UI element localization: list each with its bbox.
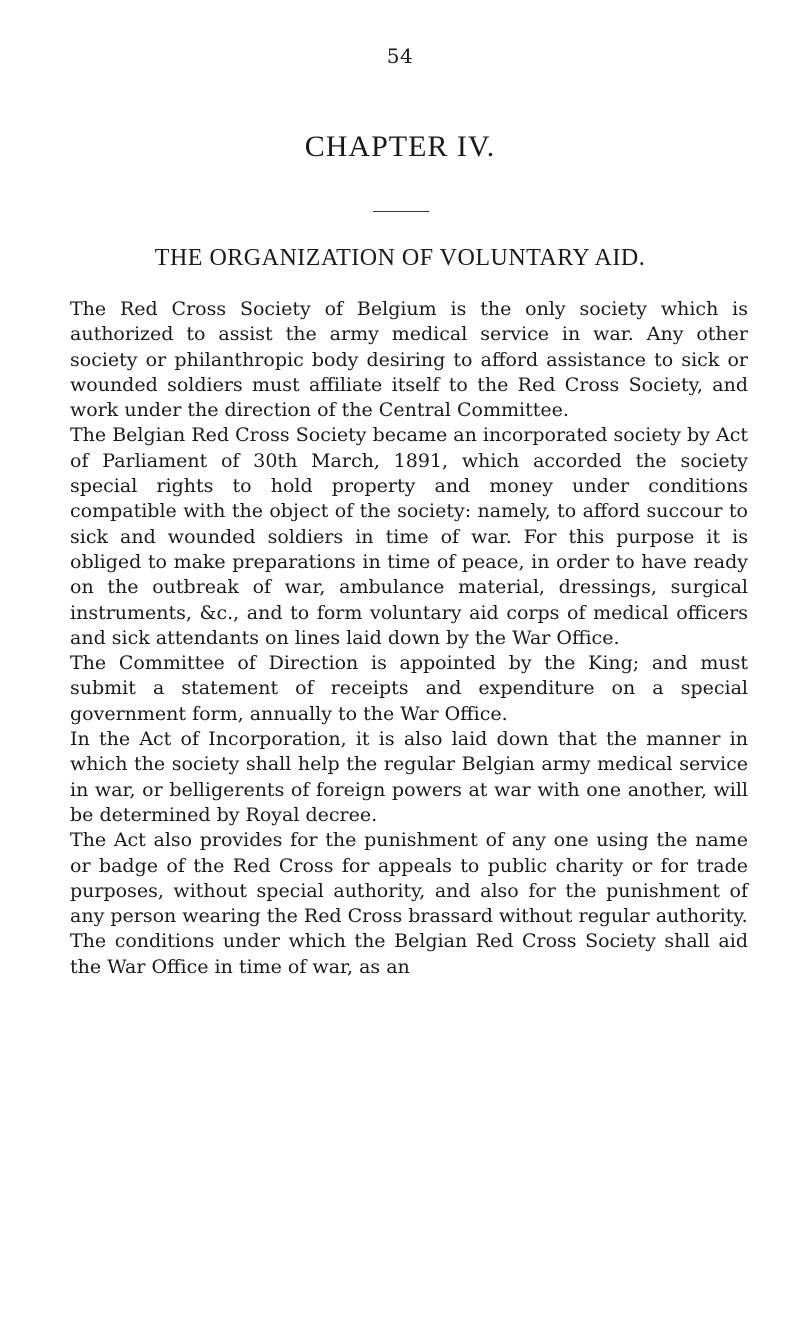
paragraph: The conditions under which the Belgian Red Cross Society shall aid the War Office in time of war, as an [70,930,748,978]
chapter-heading: CHAPTER IV. [304,130,496,163]
paragraph: The Committee of Direction is appointed by the King; and must submit a statement of receipts and expenditure on a special government form, annually to the War Office. [70,652,748,725]
body-text [70,297,748,980]
paragraph: The Act also provides for the punishment of any one using the name or badge of the Red Cross for appeals to public charity or for trade purposes, without special authority, and also for the punishment of any person wearing the Red Cross brassard without regular authority. [70,829,748,928]
paragraph: In the Act of Incorporation, it is also laid down that the manner in which the society shall help the regular Belgian army medical service in war, or belligerents of foreign powers at war with one another, will be determined by Royal decree. [70,728,748,826]
section-title: THE ORGANIZATION OF VOLUNTARY AID. [154,245,646,271]
divider-rule [373,211,429,212]
page-number: 54 [386,44,414,68]
paragraph: The Red Cross Society of Belgium is the only society which is authorized to assist the army medical service in war. Any other society or philanthropic body desiring to afford assistance to sick or wounded soldiers must affiliate itself to the Red Cross Society, and work under the direction of the Central Committee. [70,298,748,422]
paragraph: The Belgian Red Cross Society became an incorporated society by Act of Parliament of 30th March, 1891, which accorded the society special rights to hold property and money under conditions compatible with the object of the society: namely, to afford succour to sick and wounded soldiers in time of war. For this purpose it is obliged to make preparations in time of peace, in order to have ready on the outbreak of war, ambulance material, dressings, surgical instruments, &c., and to form voluntary aid corps of medical officers and sick attendants on lines laid down by the War Office. [70,424,748,649]
